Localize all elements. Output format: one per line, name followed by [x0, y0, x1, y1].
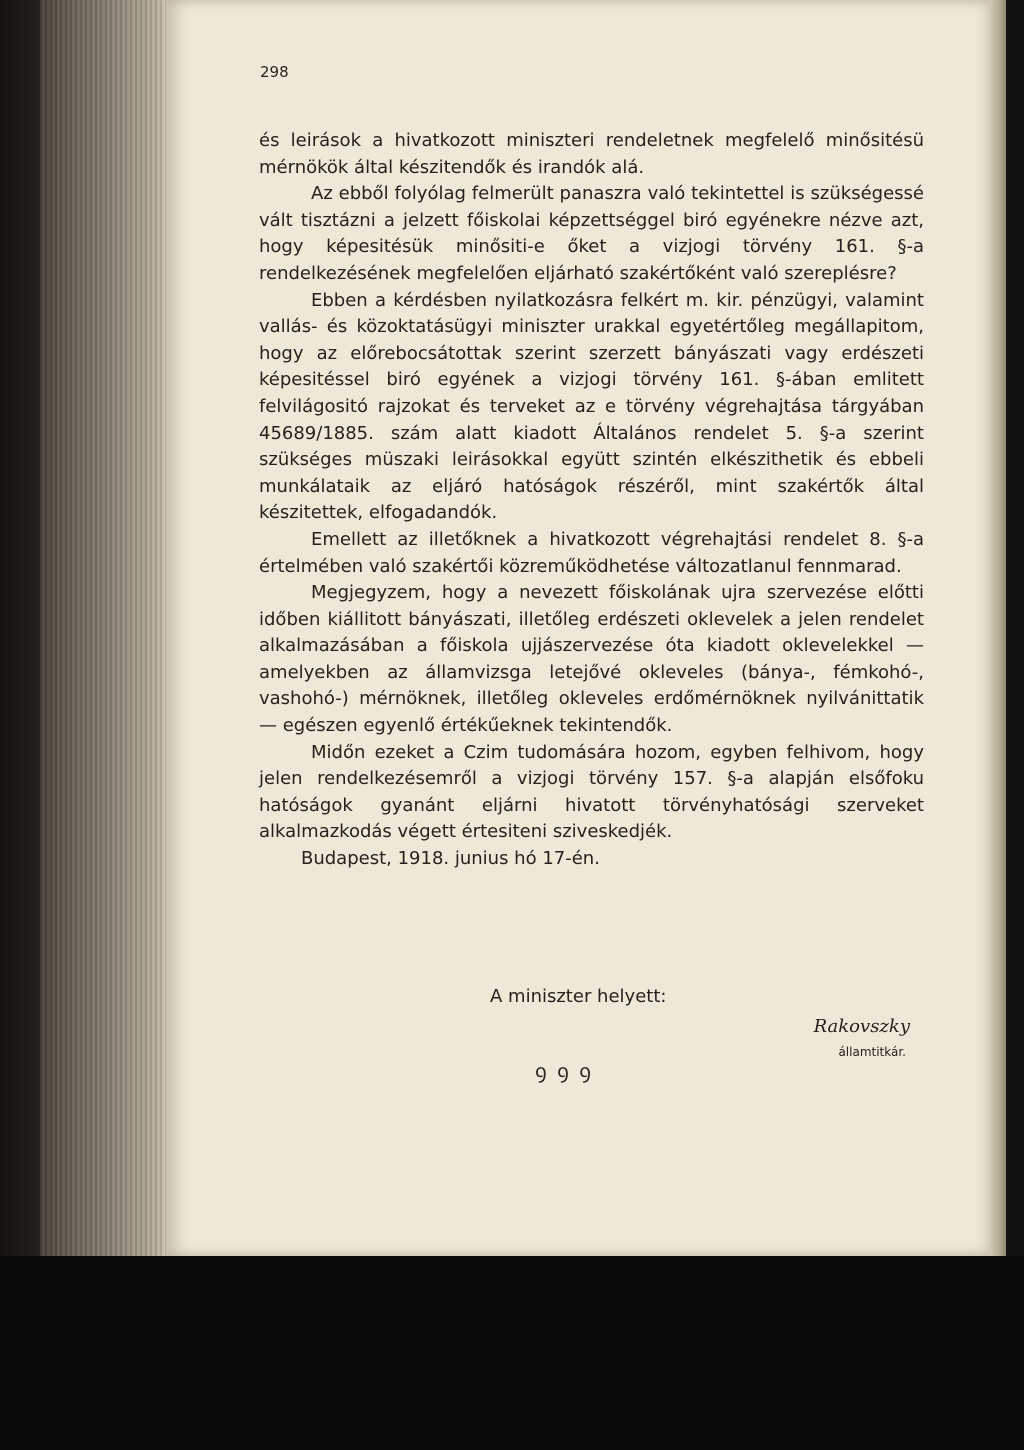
date-line: Budapest, 1918. junius hó 17-én.	[301, 848, 600, 870]
signatory-name: Rakovszky	[813, 1016, 910, 1037]
body-text	[259, 128, 924, 873]
signoff-line: A miniszter helyett:	[490, 986, 667, 1007]
paragraph-3: Ebben a kérdésben nyilatkozásra felkért m. kir. pénzügyi, valamint vallás- és közoktatásügyi miniszter urakkal egyetértőleg megállapitom, hogy az előrebocsátottak szerint szerzett bányászati vagy erdészeti képesitéssel biró egyének a vizjogi törvény 161. §-ában emlitett felvilágositó rajzokat és terveket az e törvény végrehajtása tárgyában 45689/1885. szám alatt kiadott Általános rendelet 5. §-a szerint szükséges müszaki leirásokkal együtt szintén elkészithetik és ebbeli munkálataik az eljáró hatóságok részéről, mint szakértők által készitettek, elfogadandók.	[259, 289, 924, 524]
paragraph-6: Midőn ezeket a Czim tudomására hozom, egyben felhivom, hogy jelen rendelkezésemről a vizjogi törvény 157. §-a alapján elsőfoku hatóságok gyanánt eljárni hivatott törvényhatósági szerveket alkalmazkodás végett értesiteni sziveskedjék.	[259, 741, 924, 843]
paragraph-5: Megjegyzem, hogy a nevezett főiskolának ujra szervezése előtti időben kiállitott bányászati, illetőleg erdészeti oklevelek a jelen rendelet alkalmazásában a főiskola ujjászervezése óta kiadott oklevelekkel — amelyekben az államvizsga letejővé okleveles (bánya-, fémkohó-, vashohó-) mérnöknek, illetőleg okleveles erdőmérnöknek nyilvánittatik — egészen egyenlő értékűeknek tekintendők.	[259, 582, 924, 737]
signatory-title: államtitkár.	[838, 1045, 906, 1059]
paragraph-4: Emellett az illetőknek a hivatkozott végrehajtási rendelet 8. §-a értelmében való szakértői közreműködhetése változatlanul fennmarad.	[259, 528, 924, 577]
paragraph-2: Az ebből folyólag felmerült panaszra való tekintettel is szükségessé vált tisztázni a jelzett főiskolai képzettséggel biró egyénekre nézve azt, hogy képesitésük minősiti-e őket a vizjogi törvény 161. §-a rendelkezésének megfelelően eljárható szakértőként való szereplésre?	[259, 183, 924, 284]
paragraph-1: és leirások a hivatkozott miniszteri rendeletnek megfelelő minősitésü mérnökök által készitendők és irandók alá.	[259, 130, 924, 178]
scan-background-right	[1006, 0, 1024, 1450]
scan-background-bottom	[0, 1256, 1024, 1450]
ornament-divider: ꝯ ꝯ ꝯ	[535, 1059, 593, 1083]
book-binding-shadow	[0, 0, 40, 1258]
page-number: 298	[260, 63, 289, 81]
book-page-edges-right	[988, 0, 1006, 1258]
